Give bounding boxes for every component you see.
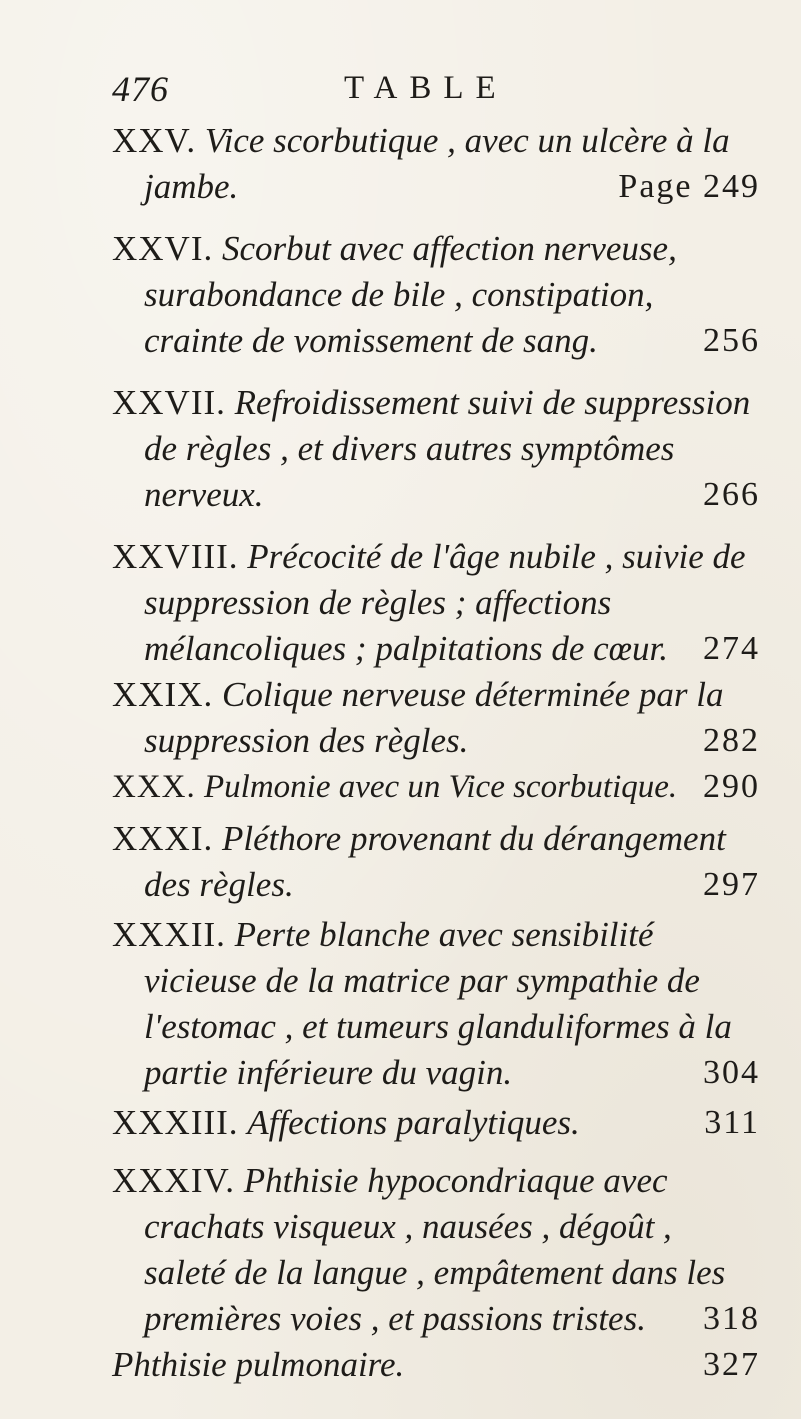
entry-number: XXVII. xyxy=(112,383,226,422)
entry-page: 282 xyxy=(703,722,760,759)
entry-page: 290 xyxy=(703,768,760,805)
entry-number: XXXI. xyxy=(112,819,214,858)
entry-page: 256 xyxy=(703,322,760,359)
entry-page: 327 xyxy=(703,1346,760,1383)
toc-entry xyxy=(112,816,760,908)
toc-entry xyxy=(112,226,760,364)
entry-title: Pulmonie avec un Vice scorbutique. xyxy=(204,769,678,805)
toc-entry xyxy=(112,1100,760,1146)
entry-number: XXVI. xyxy=(112,229,214,268)
running-title: TABLE xyxy=(344,70,508,106)
entry-title: Colique nerveuse déterminée par la suppression des règles. xyxy=(144,675,724,760)
entry-title: Pléthore provenant du dérangement des règles. xyxy=(144,819,726,904)
entry-number: XXXIII. xyxy=(112,1103,239,1142)
entry-title: Phthisie pulmonaire. xyxy=(112,1345,405,1384)
entry-number: XXXIV. xyxy=(112,1161,235,1200)
entry-page: Page 249 xyxy=(618,168,760,205)
entry-page: 318 xyxy=(703,1300,760,1337)
entry-page: 274 xyxy=(703,630,760,667)
entry-title: Vice scorbutique , avec un ulcère à la jambe. xyxy=(144,121,730,206)
toc-entry xyxy=(112,380,760,518)
entry-title: Affections paralytiques. xyxy=(247,1103,580,1142)
entry-page: 297 xyxy=(703,866,760,903)
toc-entry xyxy=(112,1158,760,1342)
table-of-contents xyxy=(112,118,760,1388)
entry-title: Phthisie hypocondriaque avec crachats visqueux , nausées , dégoût , saleté de la langue , empâtement dans les premières voies , et passions tristes. xyxy=(144,1161,726,1338)
toc-entry xyxy=(112,534,760,672)
entry-page: 311 xyxy=(704,1104,760,1141)
entry-page: 266 xyxy=(703,476,760,513)
toc-entry xyxy=(112,672,760,764)
entry-title: Perte blanche avec sensibilité vicieuse de la matrice par sympathie de l'estomac , et tumeurs glanduliformes à la partie inférieure du vagin. xyxy=(144,915,732,1092)
entry-number: XXVIII. xyxy=(112,537,239,576)
toc-entry xyxy=(112,1342,760,1388)
entry-title: Scorbut avec affection nerveuse, surabondance de bile , constipation, crainte de vomissement de sang. xyxy=(144,229,677,360)
entry-number: XXX. xyxy=(112,769,196,805)
entry-page: 304 xyxy=(703,1054,760,1091)
entry-title: Refroidissement suivi de suppression de règles , et divers autres symptômes nerveux. xyxy=(144,383,751,514)
entry-number: XXXII. xyxy=(112,915,226,954)
toc-entry xyxy=(112,764,760,810)
entry-title: Précocité de l'âge nubile , suivie de suppression de règles ; affections mélancoliques ; palpitations de cœur. xyxy=(144,537,746,668)
toc-entry xyxy=(112,118,760,210)
page-header xyxy=(112,68,712,116)
page-number: 476 xyxy=(112,69,169,109)
entry-number: XXV. xyxy=(112,121,197,160)
toc-entry xyxy=(112,912,760,1096)
entry-number: XXIX. xyxy=(112,675,214,714)
